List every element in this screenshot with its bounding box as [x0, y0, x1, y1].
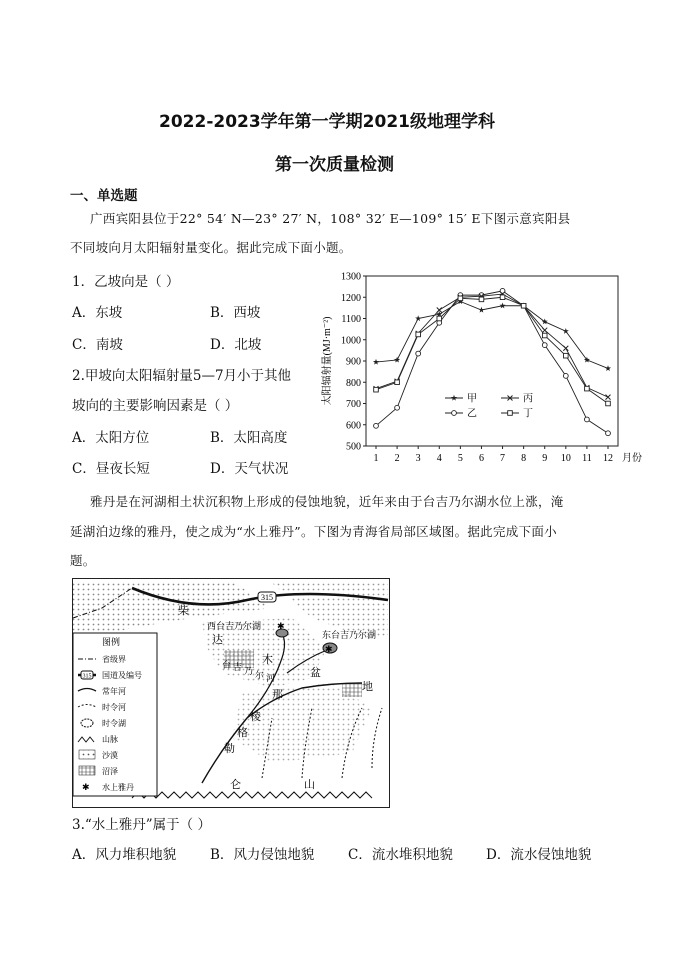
y-tick-label: 700	[346, 399, 361, 410]
q1-option-c[interactable]: C．南坡	[72, 337, 123, 353]
x-tick-label: 9	[542, 453, 548, 464]
data-point-s4-8	[521, 303, 526, 308]
legend-item-road: 国道及编号	[102, 671, 142, 680]
data-point-s4-5	[458, 296, 463, 301]
x-tick-label: 5	[457, 453, 463, 464]
data-point-s2-12	[606, 431, 611, 436]
page-title: 2022-2023学年第一学期2021级地理学科	[159, 112, 495, 132]
qinghai-map	[72, 578, 390, 808]
x-tick-label: 11	[582, 453, 592, 464]
q2-option-d[interactable]: D．天气状况	[210, 461, 289, 477]
x-tick-label: 2	[394, 453, 400, 464]
x-tick-label: 1	[373, 453, 379, 464]
data-point-s3-10	[563, 346, 568, 351]
data-point-s2-2	[395, 405, 400, 410]
map-label-west-lake: 西台吉乃尔湖	[207, 621, 262, 631]
series-line-4	[376, 297, 608, 403]
q2-option-a[interactable]: A．太阳方位	[72, 430, 150, 446]
x-tick-label: 3	[415, 453, 421, 464]
map-legend	[73, 633, 157, 796]
data-point-s4-11	[585, 386, 590, 391]
q3-option-b[interactable]: B．风力侵蚀地貌	[210, 847, 315, 863]
passage1-line1: 广西宾阳县位于22° 54′ N—23° 27′ N，108° 32′ E—109° 15′ E下图示意宾阳县	[90, 211, 571, 226]
map-label-east-lake: 东台吉乃尔湖	[322, 630, 377, 640]
data-point-s2-3	[416, 351, 421, 356]
river-label-5: 河	[266, 673, 276, 683]
data-point-s1-6	[478, 307, 484, 313]
data-point-s1-9	[542, 318, 548, 324]
solar-radiation-chart	[310, 266, 642, 466]
data-point-s4-12	[606, 401, 611, 406]
map-label-da: 达	[212, 634, 223, 646]
data-point-s2-1	[374, 423, 379, 428]
legend-item-river: 常年河	[102, 687, 126, 696]
q3-option-d[interactable]: D．流水侵蚀地貌	[486, 847, 592, 863]
plot-frame	[366, 276, 618, 446]
passage1-line2: 不同坡向月太阳辐射量变化。据此完成下面小题。	[70, 240, 352, 255]
q2-option-b[interactable]: B．太阳高度	[210, 430, 288, 446]
legend-label: 丙	[523, 393, 533, 405]
passage2-line3: 题。	[70, 553, 96, 568]
map-label-mu: 木	[262, 654, 273, 666]
q3-option-a[interactable]: A．风力堆积地貌	[72, 847, 177, 863]
river-label-2: 吉	[233, 662, 243, 672]
data-point-s3-12	[606, 395, 611, 400]
x-tick-label: 8	[521, 453, 527, 464]
legend-marker	[452, 411, 457, 416]
data-point-s4-2	[395, 380, 400, 385]
yardang-marker-east: ✱	[325, 644, 333, 654]
x-tick-label: 4	[436, 453, 442, 464]
map-label-shan: 山	[304, 779, 315, 791]
map-label-chai: 柴	[178, 605, 189, 617]
legend-symbol-desert	[79, 750, 95, 759]
y-tick-label: 1200	[341, 292, 361, 304]
legend-item-seasonal-lake: 时令湖	[102, 719, 126, 728]
map-label-di: 地	[362, 681, 373, 693]
y-tick-label: 900	[346, 356, 361, 368]
q3-option-c[interactable]: C．流水堆积地貌	[348, 847, 453, 863]
y-tick-label: 600	[346, 420, 361, 432]
q2-stem-line1: 2.甲坡向太阳辐射量5—7月小于其他	[72, 368, 292, 384]
data-point-s2-10	[563, 373, 568, 378]
x-axis-label: 月份	[622, 453, 642, 464]
y-tick-label: 1000	[341, 335, 361, 347]
data-point-s1-7	[500, 303, 506, 309]
river-label-1: 台	[222, 660, 232, 670]
q2-option-c[interactable]: C．昼夜长短	[72, 461, 150, 477]
y-tick-label: 500	[346, 441, 361, 453]
x-tick-label: 6	[478, 453, 484, 464]
legend-label: 丁	[523, 408, 533, 420]
river-label-4: 尔	[255, 670, 265, 680]
legend-symbol-yardang: ✱	[82, 782, 90, 792]
data-point-s1-2	[394, 357, 400, 363]
map-label-pen: 盆	[310, 667, 321, 679]
q1-stem: 1．乙坡向是（ ）	[72, 274, 180, 290]
y-tick-label: 1300	[341, 271, 361, 283]
data-point-s4-4	[437, 316, 442, 321]
legend-item-seasonal-river: 时令河	[102, 703, 126, 712]
q1-option-a[interactable]: A．东坡	[72, 305, 123, 321]
legend-symbol-marsh	[79, 766, 95, 775]
river-label-3: 乃	[244, 666, 254, 676]
page-subtitle: 第一次质量检测	[275, 155, 394, 175]
y-tick-label: 800	[346, 377, 361, 389]
y-axis-label: 太阳辐射量(MJ·m⁻²)	[322, 316, 333, 406]
legend-marker	[508, 411, 513, 416]
series-line-3	[376, 294, 608, 397]
q1-option-b[interactable]: B．西坡	[210, 305, 261, 321]
passage2-line2: 延湖泊边缘的雅丹，使之成为“水上雅丹”。下图为青海省局部区域图。据此完成下面小	[70, 524, 557, 539]
q1-option-d[interactable]: D．北坡	[210, 337, 262, 353]
passage2-line1: 雅丹是在河湖相土状沉积物上形成的侵蚀地貌，近年来由于台吉乃尔湖水位上涨，淹	[90, 494, 564, 509]
data-point-s4-10	[564, 353, 569, 358]
data-point-s1-12	[605, 365, 611, 371]
river-label-9: 勒	[224, 743, 235, 755]
legend-item-mountain: 山脉	[102, 735, 118, 744]
x-tick-label: 7	[500, 453, 506, 464]
legend-item-marsh: 沼泽	[102, 767, 118, 776]
legend-title: 图例	[102, 637, 121, 647]
marsh-area-2	[342, 683, 362, 697]
x-tick-label: 10	[560, 453, 571, 464]
river-label-8: 格	[237, 727, 248, 739]
data-point-s4-1	[374, 387, 379, 392]
q2-stem-line2: 坡向的主要影响因素是（ ）	[72, 398, 239, 414]
data-point-s4-6	[479, 297, 484, 302]
data-point-s2-9	[542, 343, 547, 348]
series-line-1	[376, 302, 608, 369]
road-number: 315	[261, 593, 273, 602]
y-tick-label: 1100	[341, 314, 361, 325]
legend-road-badge: 315	[82, 673, 92, 680]
legend-label: 乙	[467, 408, 477, 420]
data-point-s2-11	[585, 417, 590, 422]
q3-stem: 3.“水上雅丹”属于（ ）	[72, 817, 211, 833]
river-label-7: 棱	[250, 711, 261, 723]
data-point-s1-3	[415, 315, 421, 321]
legend-marker	[451, 395, 457, 401]
data-point-s1-1	[373, 359, 379, 365]
data-point-s1-10	[563, 328, 569, 334]
legend-item-yardang: 水上雅丹	[102, 783, 134, 792]
legend-item-desert: 沙漠	[102, 751, 118, 760]
yardang-marker-west: ✱	[277, 621, 285, 631]
map-label-lun: 仑	[230, 779, 241, 791]
data-point-s4-3	[416, 332, 421, 337]
data-point-s4-7	[500, 295, 505, 300]
section-heading: 一、单选题	[70, 188, 138, 204]
x-tick-label: 12	[603, 453, 613, 464]
legend-label: 甲	[467, 393, 477, 405]
data-point-s4-9	[542, 333, 547, 338]
data-point-s3-9	[542, 328, 547, 333]
river-label-6: 那	[272, 689, 283, 701]
legend-item-boundary: 省级界	[102, 655, 126, 664]
